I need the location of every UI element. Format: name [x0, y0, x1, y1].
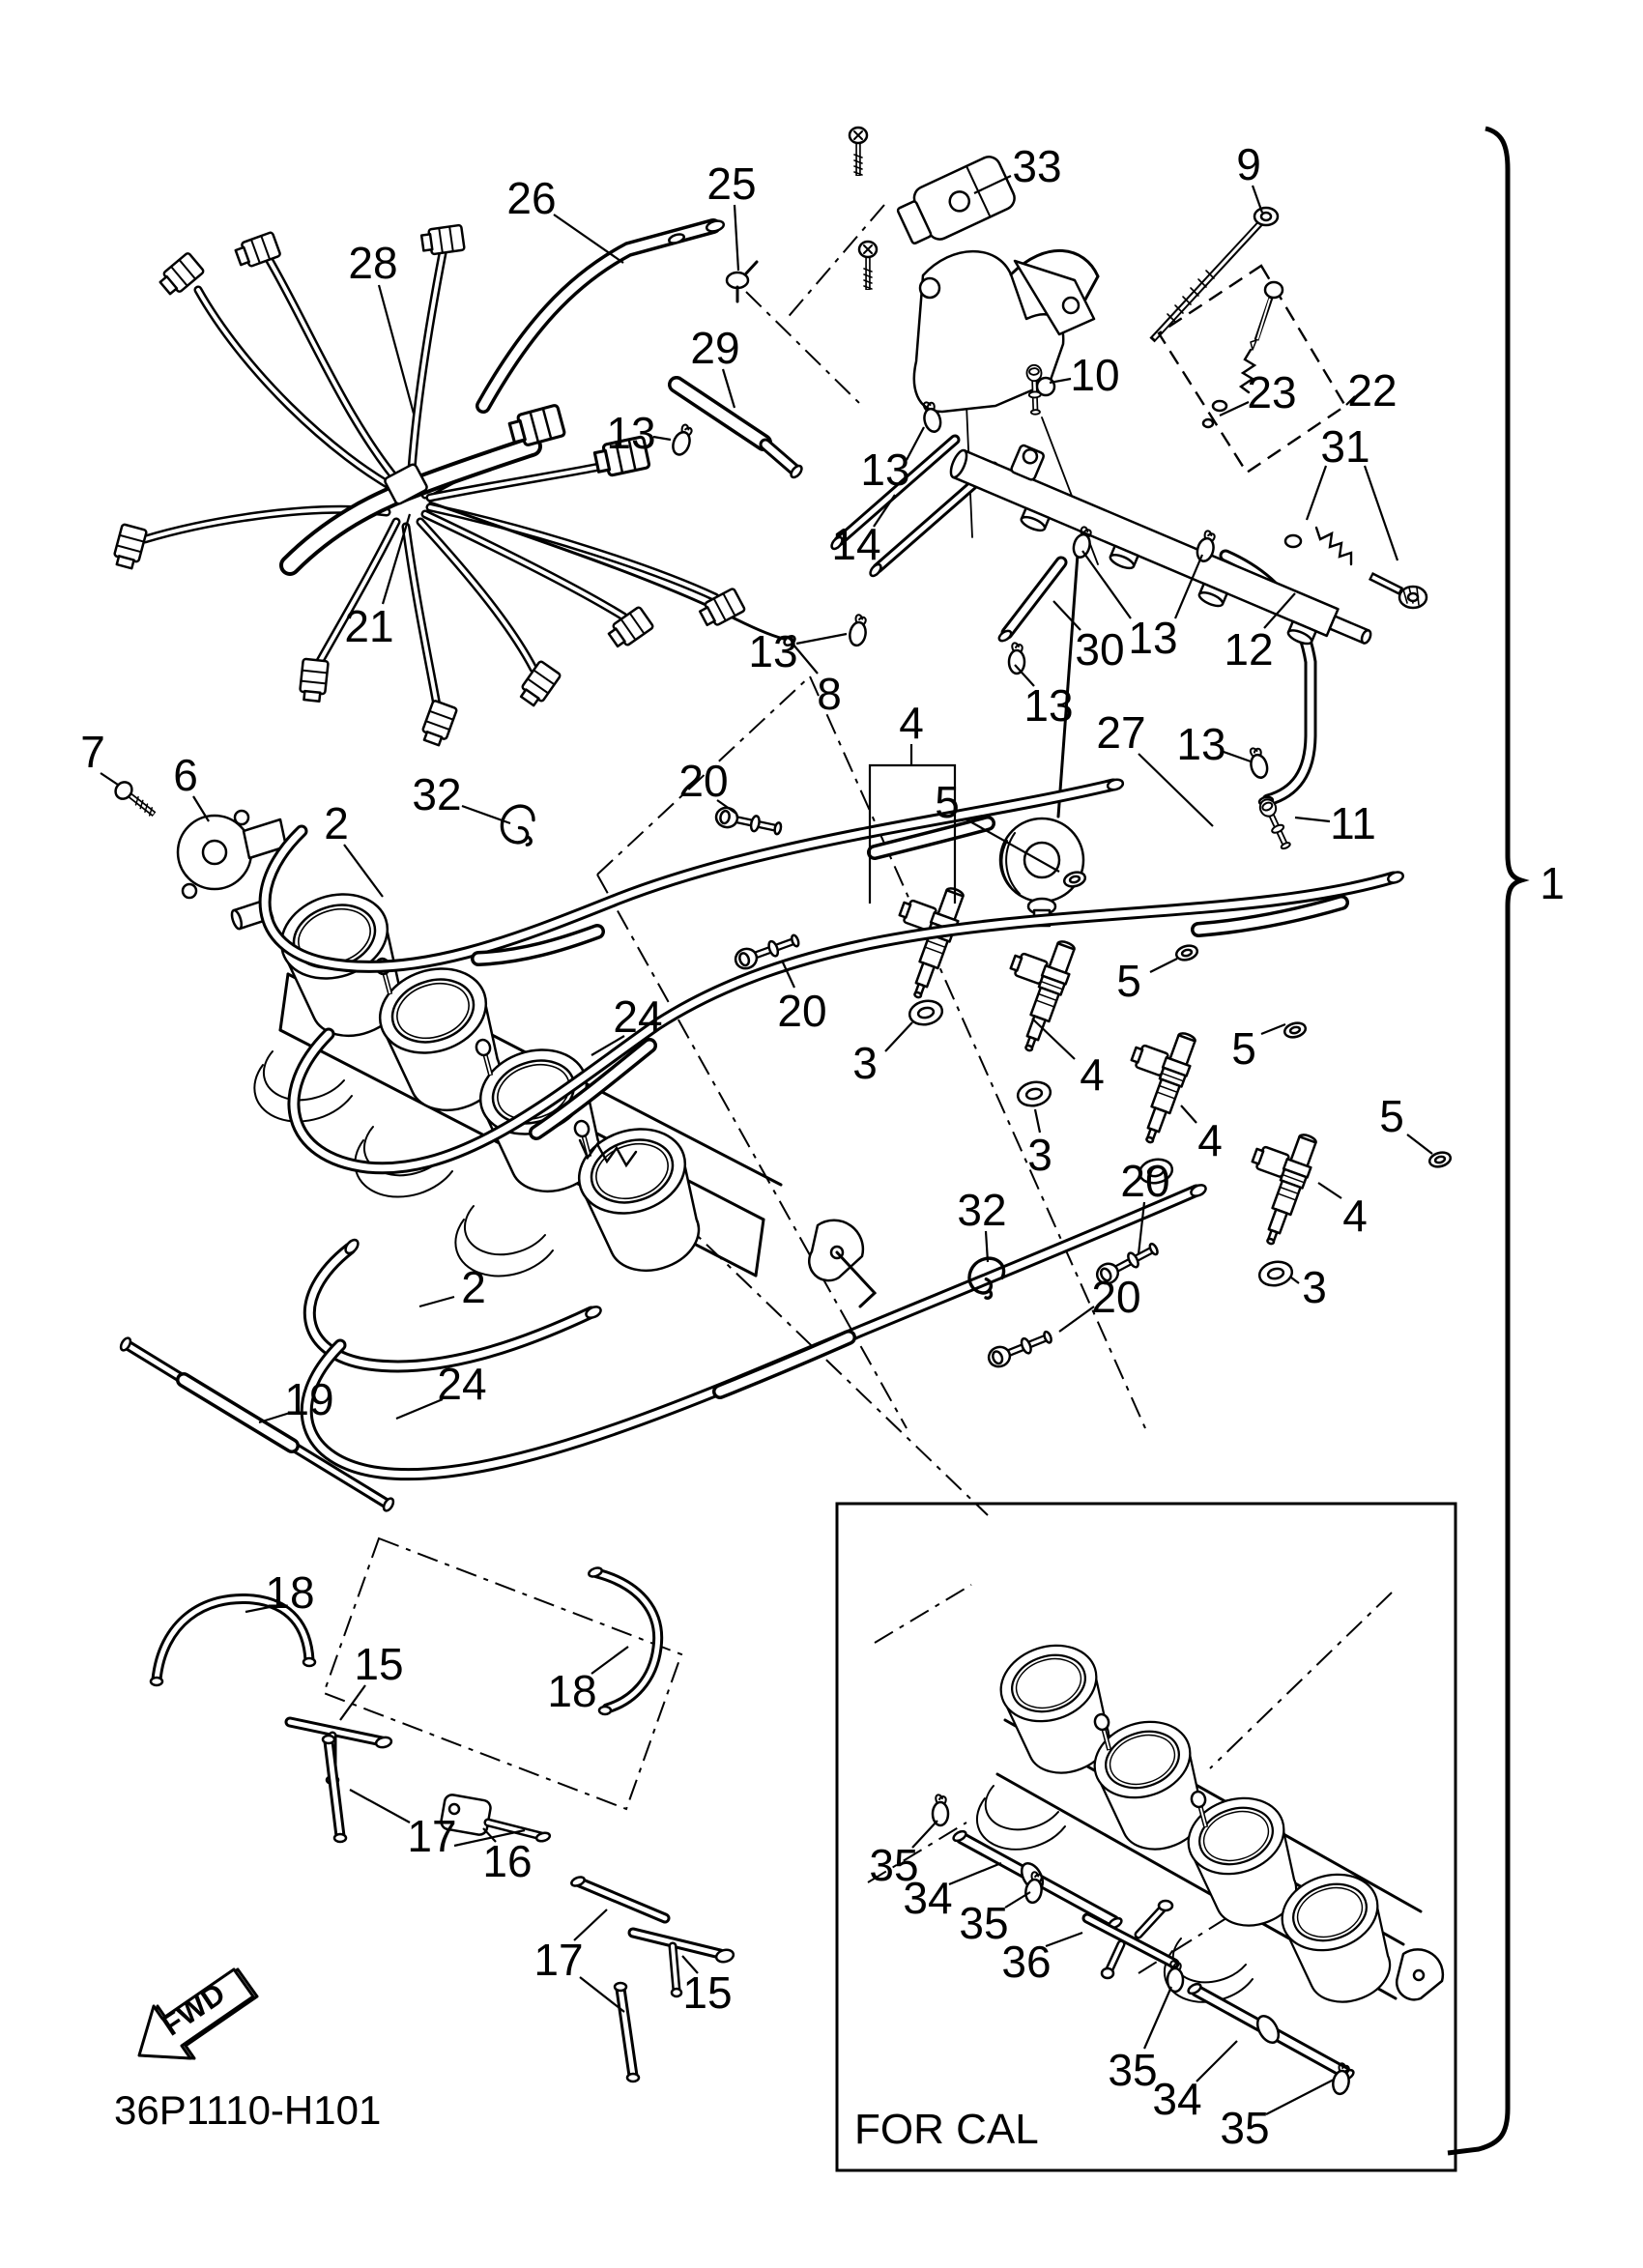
- callout-number: 19: [284, 1374, 334, 1424]
- callout-number: 32: [412, 769, 462, 819]
- hose-26: [483, 219, 725, 406]
- screw-7: [112, 779, 159, 821]
- callout-number: 28: [348, 238, 398, 288]
- leader-line: [723, 369, 735, 408]
- callout-number: 17: [407, 1811, 457, 1861]
- callout-number: 35: [869, 1840, 919, 1890]
- callout-8-14: [793, 644, 842, 719]
- screw-33b: [859, 242, 877, 290]
- pipe-17a: [323, 1736, 346, 1842]
- callout-number: 20: [1091, 1272, 1141, 1322]
- injector-3: [1108, 1019, 1200, 1146]
- hose-2a: [265, 778, 1124, 966]
- callout-2-27: [324, 798, 383, 897]
- callout-number: 14: [831, 519, 881, 569]
- leader-line: [949, 1863, 1001, 1884]
- callout-number: 35: [1220, 2103, 1270, 2153]
- callout-1-61: [1540, 858, 1565, 908]
- callout-number: 27: [1096, 707, 1146, 758]
- callout-number: 5: [1116, 956, 1141, 1006]
- pipe-17c: [615, 1983, 639, 2081]
- callout-number: 5: [1379, 1091, 1404, 1141]
- callout-number: 23: [1247, 367, 1297, 417]
- grommet-2: [1016, 1079, 1052, 1109]
- callout-15-53: [682, 1956, 733, 2018]
- callout-19-46: [259, 1374, 334, 1424]
- callout-number: 25: [706, 158, 757, 209]
- callout-layer: [80, 139, 1565, 2153]
- callout-number: 8: [817, 669, 842, 719]
- callout-30-16: [1053, 601, 1125, 675]
- callout-number: 2: [324, 798, 349, 848]
- callout-number: 35: [959, 1898, 1009, 1948]
- callout-20-43: [1059, 1272, 1141, 1332]
- washer-25: [727, 262, 757, 301]
- leader-line: [1144, 1987, 1171, 2049]
- leader-line: [379, 285, 414, 414]
- hose-2b: [309, 1238, 602, 1366]
- leader-line: [796, 634, 847, 644]
- callout-number: 4: [1342, 1191, 1368, 1241]
- leader-line: [735, 205, 738, 271]
- leader-line: [1224, 752, 1251, 761]
- leader-line: [885, 1022, 912, 1051]
- callout-20-41: [1120, 1156, 1169, 1254]
- screw-9: [1152, 208, 1278, 340]
- leader-line: [344, 845, 383, 897]
- callout-13-19: [1015, 665, 1074, 731]
- callout-number: 3: [1027, 1130, 1052, 1180]
- leader-line: [1307, 466, 1326, 520]
- callout-20-31: [777, 962, 826, 1036]
- callout-number: 2: [461, 1262, 486, 1312]
- callout-3-32: [852, 1022, 912, 1088]
- callout-number: 18: [265, 1567, 315, 1618]
- hose-24b: [306, 1183, 1207, 1475]
- callout-13-11: [606, 408, 671, 458]
- callout-20-29: [678, 756, 736, 814]
- leader-line: [350, 1790, 410, 1823]
- t-fitting-15a: [290, 1722, 392, 1784]
- callout-number: 1: [1540, 858, 1565, 908]
- assembly-bracket-1: [1448, 129, 1521, 2153]
- callout-number: 33: [1012, 141, 1062, 191]
- callout-35-60: [1220, 2080, 1334, 2153]
- callout-number: 26: [506, 173, 557, 223]
- callout-11-24: [1295, 798, 1376, 848]
- callout-number: 22: [1347, 365, 1398, 416]
- callout-number: 20: [1120, 1156, 1170, 1206]
- callout-9-4: [1236, 139, 1262, 213]
- fwd-arrow: [139, 1969, 257, 2058]
- callout-5-36: [1231, 1023, 1285, 1074]
- callout-15-48: [340, 1639, 404, 1720]
- clip-32a: [498, 803, 540, 850]
- callout-number: 13: [860, 445, 910, 495]
- leader-line: [1365, 466, 1398, 560]
- callout-number: 34: [903, 1873, 953, 1923]
- callout-25-2: [706, 158, 756, 271]
- leader-line: [1150, 959, 1177, 972]
- callout-number: 13: [1023, 680, 1074, 731]
- bolt-11: [1257, 797, 1293, 851]
- inset-caption: FOR CAL: [854, 2106, 1039, 2153]
- grommet-4: [1257, 1259, 1294, 1289]
- callout-number: 13: [1176, 719, 1226, 769]
- callout-6-26: [173, 750, 209, 821]
- injector-4: [1228, 1121, 1321, 1248]
- drawing-code: 36P1110-H101: [114, 2087, 382, 2133]
- callout-number: 24: [437, 1359, 487, 1409]
- callout-number: 29: [690, 323, 740, 373]
- callout-16-51: [482, 1828, 532, 1886]
- callout-number: 11: [1330, 798, 1376, 848]
- callout-number: 16: [482, 1836, 533, 1886]
- hose-29: [677, 385, 804, 479]
- callout-13-12: [860, 427, 924, 495]
- callout-number: 13: [748, 626, 798, 676]
- callout-2-44: [419, 1262, 486, 1312]
- callout-13-20: [1176, 719, 1251, 769]
- callout-number: 13: [1128, 613, 1178, 663]
- injector-2: [987, 928, 1080, 1054]
- leader-line: [1318, 1183, 1341, 1198]
- leader-line: [554, 215, 623, 263]
- callout-number: 13: [606, 408, 656, 458]
- fwd-label: FWD: [156, 1976, 232, 2043]
- callout-32-28: [412, 769, 510, 823]
- callout-number: 21: [344, 601, 394, 651]
- leader-line: [396, 1399, 443, 1419]
- pipe-17b: [570, 1876, 665, 1918]
- leader-line: [1196, 2041, 1237, 2081]
- hose-30: [997, 562, 1061, 643]
- callout-number: 5: [935, 777, 960, 827]
- callout-26-0: [506, 173, 623, 263]
- leader-line: [1295, 818, 1330, 821]
- callout-4-39: [1318, 1183, 1368, 1241]
- callout-number: 17: [533, 1935, 584, 1985]
- leader-line: [1253, 186, 1262, 213]
- callout-18-47: [245, 1567, 315, 1618]
- callout-number: 5: [1231, 1023, 1256, 1074]
- callout-number: 4: [1080, 1049, 1105, 1100]
- callout-number: 4: [899, 698, 924, 748]
- hose-18b: [588, 1566, 658, 1714]
- leader-line: [1291, 1278, 1299, 1283]
- leader-line: [591, 1647, 628, 1674]
- callout-17-52: [533, 1909, 624, 2012]
- callout-number: 24: [613, 991, 663, 1042]
- callout-number: 18: [547, 1666, 597, 1716]
- leader-line: [1266, 2080, 1334, 2114]
- callout-number: 31: [1320, 421, 1370, 472]
- callout-10-6: [1050, 350, 1120, 400]
- o-ring-2: [1175, 943, 1199, 962]
- callout-28-1: [348, 238, 414, 414]
- leader-line: [419, 1297, 454, 1306]
- callout-21-10: [344, 514, 410, 651]
- callout-number: 34: [1152, 2074, 1202, 2124]
- callout-number: 35: [1108, 2045, 1158, 2095]
- callout-number: 15: [354, 1639, 404, 1689]
- callout-22-7: [1346, 365, 1398, 416]
- leader-line: [1407, 1134, 1432, 1154]
- leader-line: [1059, 1306, 1094, 1332]
- leader-line: [462, 806, 510, 823]
- leader-line: [1046, 1933, 1082, 1946]
- callout-number: 3: [852, 1038, 878, 1088]
- leader-line: [340, 1685, 365, 1720]
- callout-number: 12: [1224, 624, 1274, 675]
- callout-36-57: [1001, 1933, 1082, 1987]
- callout-number: 30: [1075, 624, 1125, 675]
- callout-4-37: [1181, 1105, 1223, 1165]
- callout-3-35: [1027, 1109, 1052, 1180]
- wiring-harness: [112, 225, 796, 747]
- callout-number: 10: [1070, 350, 1120, 400]
- callout-number: 9: [1236, 139, 1261, 189]
- callout-number: 6: [173, 750, 198, 800]
- o-ring-3: [1283, 1020, 1308, 1039]
- callout-number: 15: [682, 1967, 733, 2018]
- callout-number: 4: [1197, 1115, 1223, 1165]
- callout-3-40: [1291, 1262, 1327, 1312]
- callout-number: 36: [1001, 1937, 1052, 1987]
- leader-line: [1181, 1105, 1196, 1123]
- callout-number: 3: [1302, 1262, 1327, 1312]
- leader-line: [1261, 1024, 1285, 1034]
- callout-number: 32: [957, 1185, 1007, 1235]
- pressure-regulator: [1000, 541, 1083, 926]
- callout-32-42: [957, 1185, 1006, 1262]
- callout-7-25: [80, 727, 118, 785]
- callout-23-8: [1220, 367, 1297, 417]
- callout-5-38: [1379, 1091, 1432, 1154]
- callout-number: 20: [777, 986, 827, 1036]
- sensor-33: [893, 153, 1019, 251]
- callout-number: 7: [80, 727, 105, 777]
- callout-number: 20: [678, 756, 729, 806]
- screw-33a: [850, 128, 867, 176]
- leader-line: [653, 437, 671, 440]
- callout-5-33: [1116, 956, 1177, 1006]
